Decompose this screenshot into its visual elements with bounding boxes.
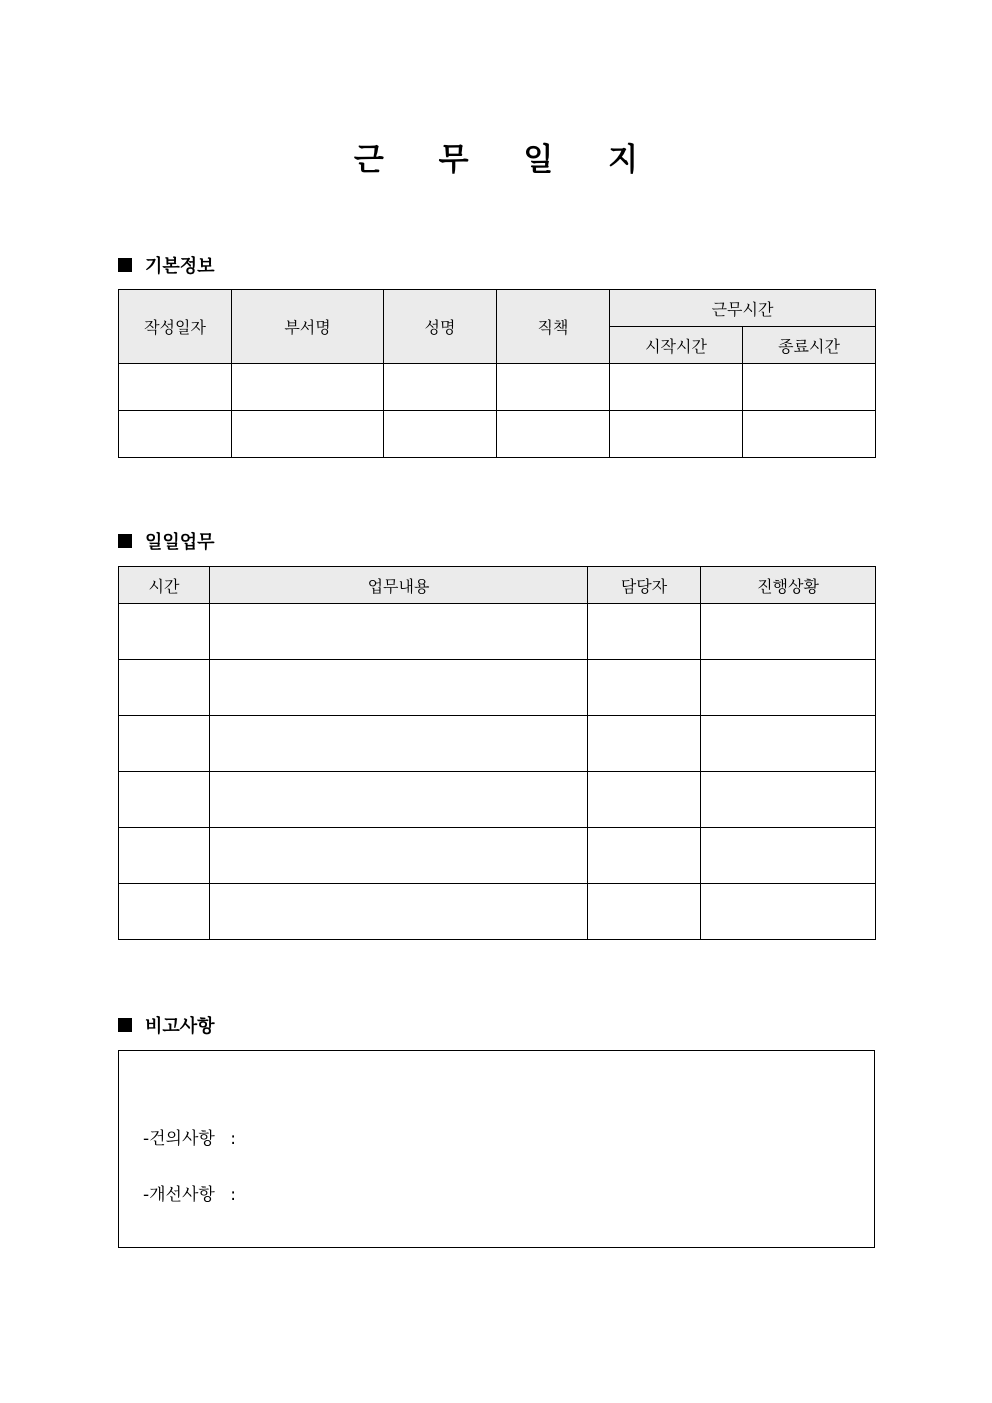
section-heading-basic-info <box>118 253 215 277</box>
page-title: 근 무 일 지 <box>353 142 661 178</box>
time-cell[interactable] <box>119 604 210 660</box>
manager-cell[interactable] <box>588 716 701 772</box>
header-end-time: 종료시간 <box>743 327 876 364</box>
status-cell[interactable] <box>701 716 876 772</box>
start-time-cell[interactable] <box>610 411 743 458</box>
task-content-cell[interactable] <box>210 716 588 772</box>
time-cell[interactable] <box>119 828 210 884</box>
table-row <box>119 772 876 828</box>
end-time-cell[interactable] <box>743 411 876 458</box>
department-cell[interactable] <box>232 411 384 458</box>
improvement-line[interactable] <box>143 1180 236 1205</box>
header-time: 시간 <box>119 567 210 604</box>
header-name: 성명 <box>384 290 497 364</box>
header-department: 부서명 <box>232 290 384 364</box>
suggestion-line[interactable] <box>143 1124 236 1149</box>
task-content-cell[interactable] <box>210 884 588 940</box>
status-cell[interactable] <box>701 660 876 716</box>
position-cell[interactable] <box>497 411 610 458</box>
time-cell[interactable] <box>119 772 210 828</box>
section-heading-remarks <box>118 1013 215 1037</box>
improvement-label: -개선사항 <box>143 1185 215 1205</box>
status-cell[interactable] <box>701 884 876 940</box>
status-cell[interactable] <box>701 604 876 660</box>
header-work-time: 근무시간 <box>610 290 876 327</box>
start-time-cell[interactable] <box>610 364 743 411</box>
black-square-icon <box>118 258 132 272</box>
suggestion-label: -건의사항 <box>143 1129 215 1149</box>
colon: : <box>230 1129 236 1149</box>
task-content-cell[interactable] <box>210 604 588 660</box>
time-cell[interactable] <box>119 660 210 716</box>
table-row <box>119 364 876 411</box>
date-cell[interactable] <box>119 364 232 411</box>
table-row <box>119 660 876 716</box>
header-date: 작성일자 <box>119 290 232 364</box>
black-square-icon <box>118 534 132 548</box>
date-cell[interactable] <box>119 411 232 458</box>
header-task-content: 업무내용 <box>210 567 588 604</box>
header-position: 직책 <box>497 290 610 364</box>
status-cell[interactable] <box>701 772 876 828</box>
table-row <box>119 716 876 772</box>
table-row <box>119 828 876 884</box>
header-status: 진행상황 <box>701 567 876 604</box>
name-cell[interactable] <box>384 364 497 411</box>
table-row <box>119 604 876 660</box>
section-heading-label: 기본정보 <box>145 256 215 277</box>
remarks-box[interactable] <box>118 1050 875 1248</box>
status-cell[interactable] <box>701 828 876 884</box>
section-heading-daily-tasks <box>118 529 215 553</box>
table-row <box>119 411 876 458</box>
name-cell[interactable] <box>384 411 497 458</box>
task-content-cell[interactable] <box>210 828 588 884</box>
daily-tasks-table <box>118 566 876 940</box>
task-content-cell[interactable] <box>210 660 588 716</box>
manager-cell[interactable] <box>588 660 701 716</box>
manager-cell[interactable] <box>588 828 701 884</box>
time-cell[interactable] <box>119 716 210 772</box>
black-square-icon <box>118 1018 132 1032</box>
position-cell[interactable] <box>497 364 610 411</box>
colon: : <box>230 1185 236 1205</box>
time-cell[interactable] <box>119 884 210 940</box>
header-manager: 담당자 <box>588 567 701 604</box>
end-time-cell[interactable] <box>743 364 876 411</box>
header-start-time: 시작시간 <box>610 327 743 364</box>
section-heading-label: 일일업무 <box>145 532 215 553</box>
task-content-cell[interactable] <box>210 772 588 828</box>
manager-cell[interactable] <box>588 772 701 828</box>
department-cell[interactable] <box>232 364 384 411</box>
basic-info-table <box>118 289 876 458</box>
manager-cell[interactable] <box>588 604 701 660</box>
manager-cell[interactable] <box>588 884 701 940</box>
section-heading-label: 비고사항 <box>145 1016 215 1037</box>
table-row <box>119 884 876 940</box>
